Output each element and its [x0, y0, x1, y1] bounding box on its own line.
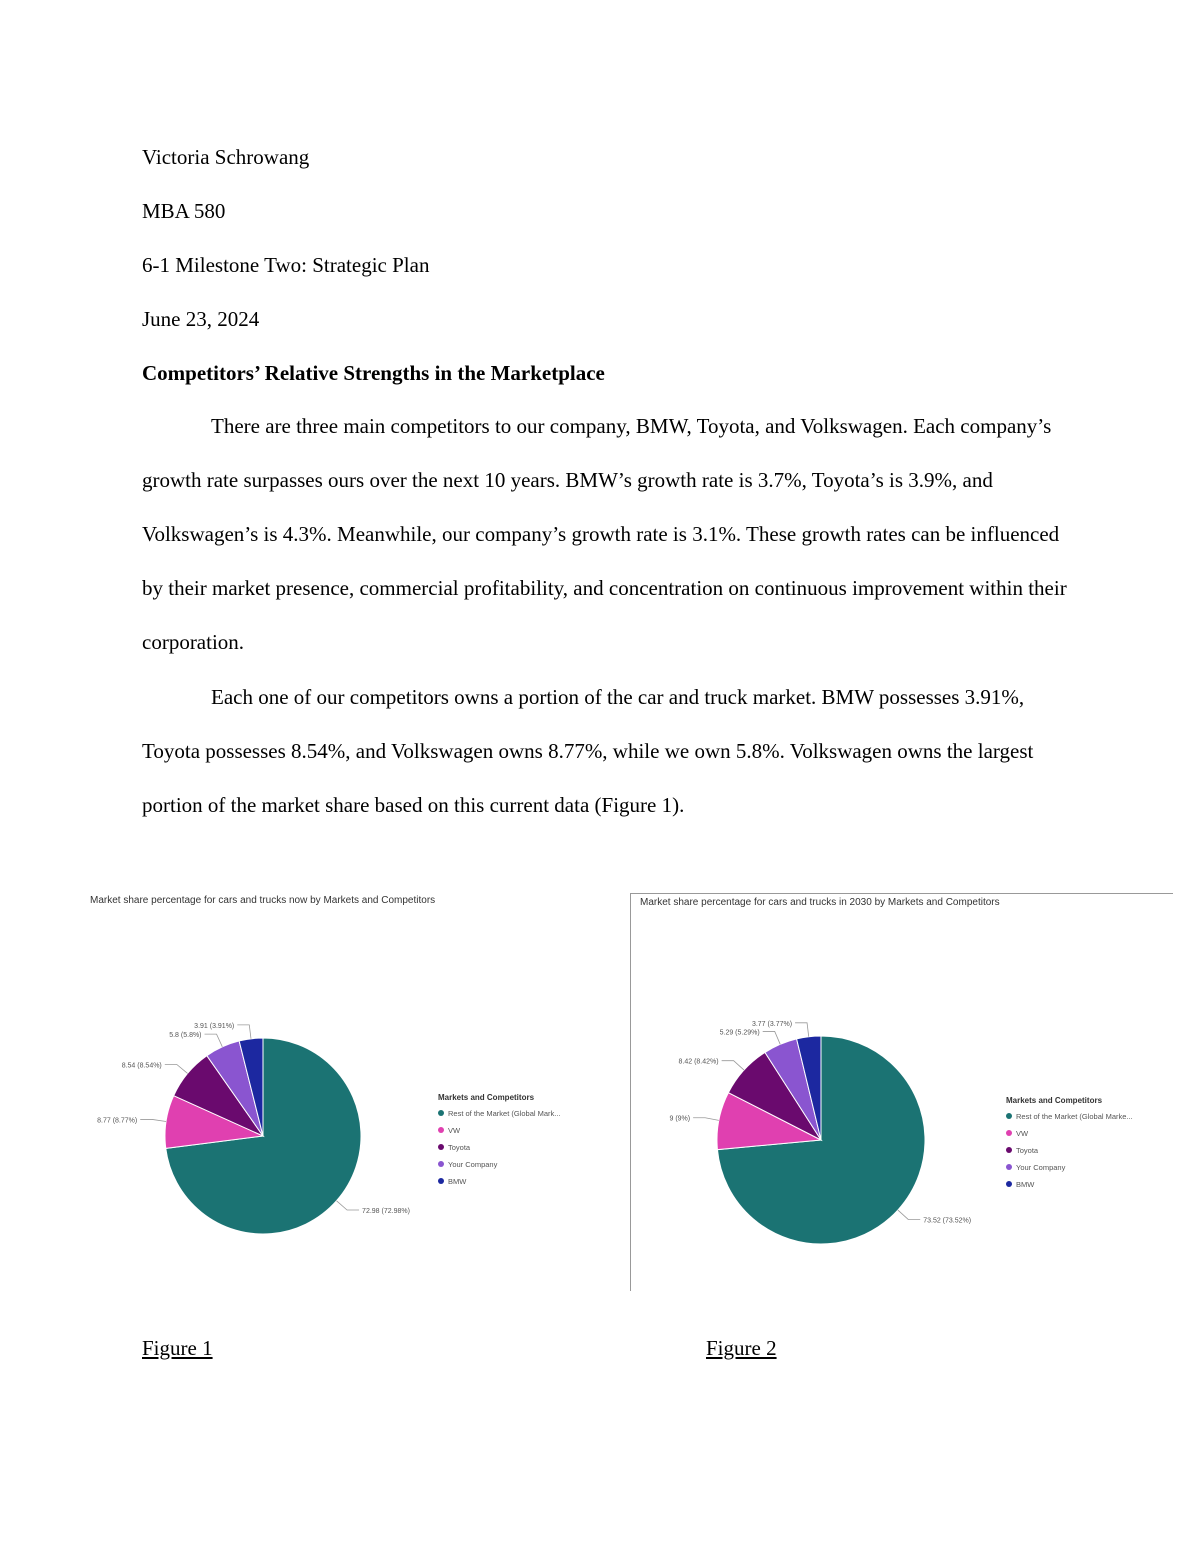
pie-chart-svg: [630, 893, 1175, 1293]
figure-1-caption: Figure 1: [142, 1336, 213, 1360]
data-label: 8.42 (8.42%): [678, 1058, 719, 1066]
figure-2-caption: Figure 2: [706, 1336, 777, 1360]
assignment-title: 6-1 Milestone Two: Strategic Plan: [142, 253, 430, 277]
data-label: 3.91 (3.91%): [194, 1022, 235, 1030]
data-label: 3.77 (3.77%): [751, 1020, 793, 1028]
data-label-leader: [722, 1061, 744, 1070]
legend-item: VW: [448, 1126, 461, 1135]
legend-marker: [438, 1110, 444, 1116]
data-label: 5.29 (5.29%): [719, 1029, 760, 1037]
pie-chart-2030: [630, 893, 1175, 1293]
data-label-leader: [140, 1119, 166, 1121]
data-label-leader: [693, 1118, 719, 1121]
legend-item: Toyota: [1016, 1146, 1039, 1155]
legend-marker: [438, 1178, 444, 1184]
legend-marker: [1006, 1147, 1012, 1153]
data-label-leader: [898, 1210, 920, 1219]
data-label: 73.52 (73.52%): [923, 1217, 972, 1225]
legend-item: VW: [1016, 1129, 1029, 1138]
legend-marker: [438, 1144, 444, 1150]
data-label-leader: [795, 1023, 809, 1037]
legend-item: Rest of the Market (Global Marke...: [1016, 1112, 1133, 1121]
data-label: 8.54 (8.54%): [121, 1062, 162, 1070]
chart-title: Market share percentage for cars and trucks in 2030 by Markets and Competitors: [640, 897, 1000, 908]
legend-marker: [1006, 1113, 1012, 1119]
legend-marker: [1006, 1181, 1012, 1187]
data-label: 8.77 (8.77%): [97, 1117, 138, 1125]
paragraph-market-share: Each one of our competitors owns a portion of the car and truck market. BMW possesses 3.91%, Toyota possesses 8.54%, and Volkswagen owns 8.77%, while we own 5.8%. Volkswagen owns the largest portion of the market share based on this current data (Figure 1).: [142, 685, 1034, 817]
author-name: Victoria Schrowang: [142, 145, 310, 169]
document-date: June 23, 2024: [142, 307, 260, 331]
legend-marker: [438, 1161, 444, 1167]
data-label-leader: [165, 1065, 188, 1074]
pie-chart-svg: [80, 890, 600, 1290]
legend-item: Your Company: [1016, 1163, 1066, 1172]
data-label: 5.8 (5.8%): [169, 1032, 202, 1040]
chart-title: Market share percentage for cars and trucks now by Markets and Competitors: [90, 895, 436, 906]
data-label: 72.98 (72.98%): [362, 1208, 410, 1216]
legend-item: Your Company: [448, 1160, 498, 1169]
legend-title: Markets and Competitors: [1006, 1096, 1103, 1105]
data-label: 9 (9%): [669, 1115, 691, 1123]
legend-item: BMW: [1016, 1180, 1035, 1189]
data-label-leader: [205, 1034, 223, 1047]
data-label-leader: [237, 1025, 251, 1039]
legend-marker: [1006, 1130, 1012, 1136]
legend-marker: [1006, 1164, 1012, 1170]
section-heading: Competitors’ Relative Strengths in the Marketplace: [142, 361, 605, 385]
data-label-leader: [337, 1201, 360, 1210]
legend-item: Rest of the Market (Global Mark...: [448, 1109, 561, 1118]
pie-chart-now: [80, 890, 600, 1290]
course-name: MBA 580: [142, 199, 226, 223]
data-label-leader: [763, 1031, 780, 1044]
legend-item: BMW: [448, 1177, 467, 1186]
legend-title: Markets and Competitors: [438, 1093, 535, 1102]
legend-item: Toyota: [448, 1143, 471, 1152]
paragraph-growth-rates: There are three main competitors to our company, BMW, Toyota, and Volkswagen. Each company’s growth rate surpasses ours over the next 10 years. BMW’s growth rate is 3.7%, Toyota’s is 3.9%, and Volkswagen’s is 4.3%. Meanwhile, our company’s growth rate is 3.1%. These growth rates can be influenced by their market presence, commercial profitability, and concentration on continuous improvement within their corporation.: [142, 414, 1067, 654]
legend-marker: [438, 1127, 444, 1133]
